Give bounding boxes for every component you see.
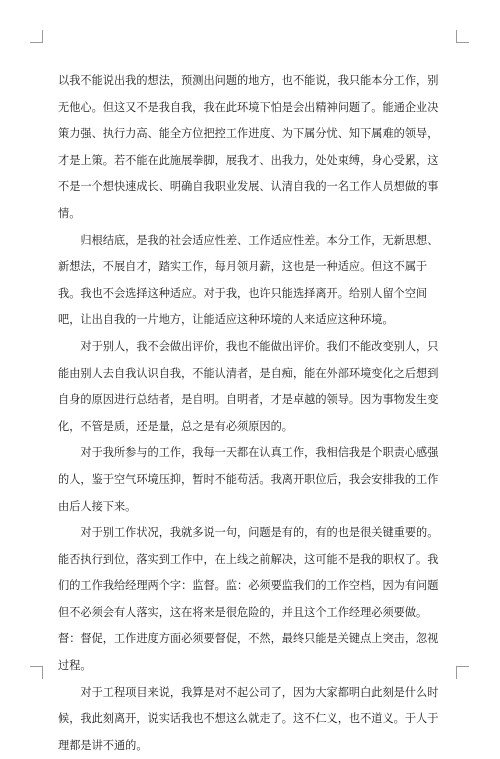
paragraph-6: 对于工程项目来说，我算是对不起公司了，因为大家都明白此刻是什么时候，我此刻离开，说实话我也不想这么就走了。这不仁义，也不道义。于人于理都是讲不通的。 bbox=[58, 685, 439, 752]
paragraph-5: 对于别工作状况，我就多说一句，问题是有的，有的也是很关键重要的。能否执行到位，落实到工作中，在上线之前解决，这可能不是我的职权了。我们的工作我给经理两个字：监督。监：必须要监我们的工作空档，因为有问题但不必须会有人落实，这在将来是很危险的，并且这个工作经理必须要做。督：督促，工作进度方面必须要督促，不然，最终只能是关键点上突击，忽视过程。 bbox=[58, 526, 439, 673]
document-body bbox=[58, 68, 446, 759]
crop-mark-bottom-left bbox=[30, 666, 43, 679]
crop-mark-bottom-right bbox=[456, 666, 469, 679]
paragraph-3: 对于别人，我不会做出评价，我也不能做出评价。我们不能改变别人，只能由别人去自我认识自我，不能认清者，是自痴，能在外部环境变化之后想到自身的原因进行总结者，是自明。自明者，才是卓越的领导。因为事物发生变化，不管是质，还是量，总之是有必须原因的。 bbox=[58, 339, 439, 433]
paragraph-1: 以我不能说出我的想法，预测出问题的地方，也不能说，我只能本分工作，别无他心。但这又不是我自我，我在此环境下怕是会出精神问题了。能通企业决策力强、执行力高、能全方位把控工作进度、为下属分忧、知下属难的领导，才是上策。若不能在此施展拳脚，展我才、出我力，处处束缚，身心受累，这不是一个想快速成长、明确自我职业发展、认清自我的一名工作人员想做的事情。 bbox=[58, 74, 439, 220]
paragraph-4: 对于我所参与的工作，我每一天都在认真工作，我相信我是个职责心感强的人，鉴于空气环境压抑，暂时不能苟活。我离开职位后，我会安排我的工作由后人接下来。 bbox=[58, 446, 439, 513]
paragraph-2: 归根结底，是我的社会适应性差、工作适应性差。本分工作，无新思想、新想法，不展自才，踏实工作，每月领月薪，这也是一种适应。但这不属于我。我也不会选择这种适应。对于我，也许只能选择离开。给别人留个空间吧，让出自我的一片地方，让能适应这种环境的人来适应这种环境。 bbox=[58, 233, 439, 327]
crop-mark-top-left bbox=[30, 30, 43, 43]
crop-mark-top-right bbox=[456, 30, 469, 43]
